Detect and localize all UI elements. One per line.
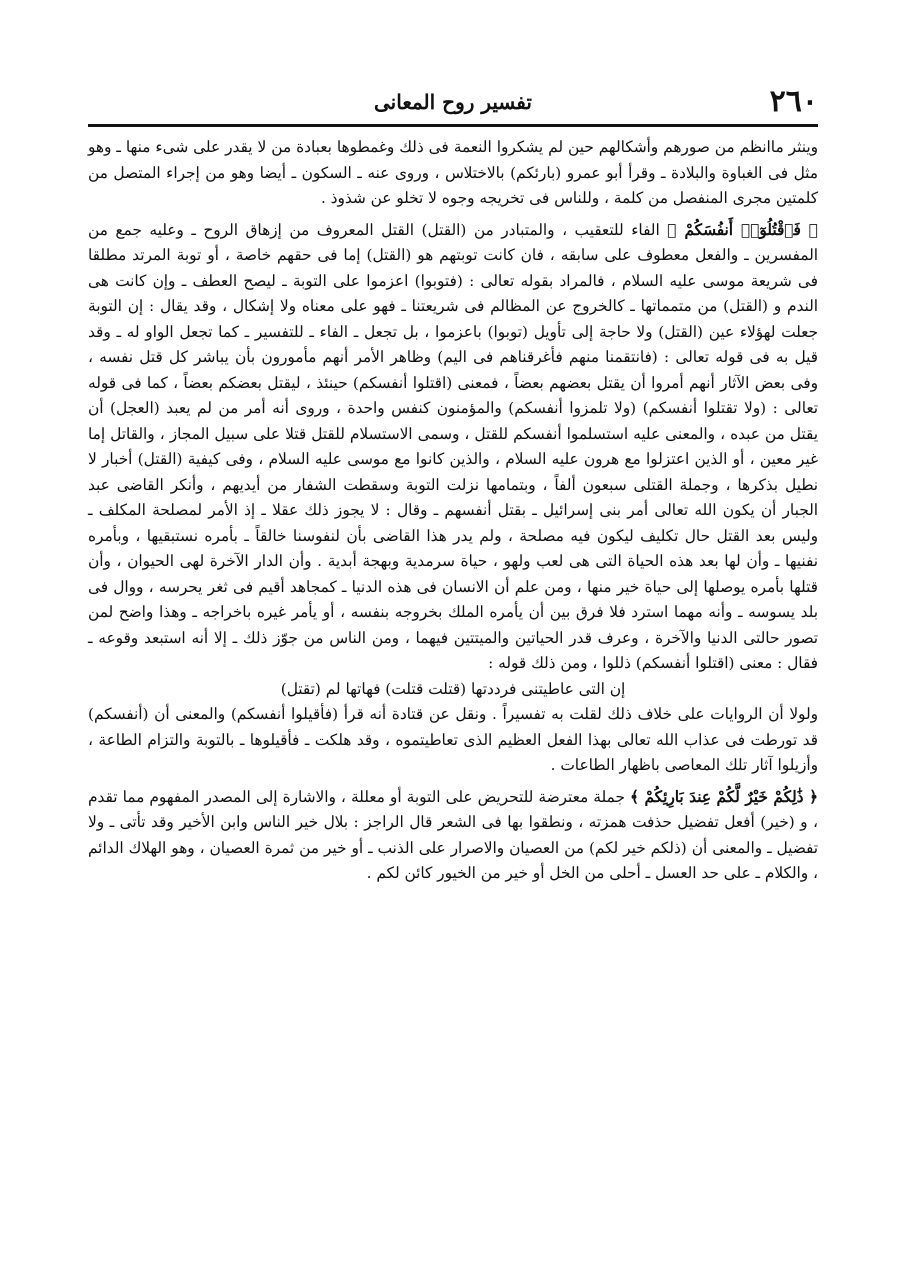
quran-verse-dhalikum: ﴿ ذَٰلِكُمْ خَيْرٌ لَّكُمْ عِندَ بَارِئِكُمْ ﴾ xyxy=(629,787,818,806)
paragraph-3-text: ولولا أن الروايات على خلاف ذلك لقلت به تفسيراً . ونقل عن قتادة أنه قرأ (فأقيلوا أنفسكم) والمعنى أن (أنفسكم) قد تورطت فى عذاب الله تعالى بهذا الفعل العظيم الذى تعاطيتموه ، وقد هلكت ـ فأقيلوها ـ بالتوبة والتزام الطاعة ، وأزيلوا آثار تلك المعاصى باظهار الطاعات . xyxy=(88,705,818,774)
poetry-verse xyxy=(88,677,818,703)
running-title: تفسير روح المعانى xyxy=(374,90,532,114)
paragraph-4 xyxy=(88,785,818,887)
poetry-verse-text: إن التى عاطيتنى فرددتها (قتلت قتلت) فهاتها لم (تقتل) xyxy=(280,679,626,698)
page-header xyxy=(88,82,818,127)
paragraph-4-text: جملة معترضة للتحريض على التوبة أو معللة ، والاشارة إلى المصدر المفهوم مما تقدم ، و (خير) أفعل تفضيل حذفت همزته ، ونطقوا بها فى الشعر قال الراجز : بلال خير الناس وابن الأخير وقد تأتى ـ ولا تفضيل ـ والمعنى أن (ذلكم خير لكم) من العصيان والاصرار على الذنب ـ أو خير من ثمرة العصيان ، وهو الهلاك الدائم ، والكلام ـ على حد العسل ـ أحلى من الخل أو خير من الخيور كائن لكم . xyxy=(88,787,818,882)
paragraph-2 xyxy=(88,218,818,677)
page-number: ٢٦٠ xyxy=(769,84,818,119)
paragraph-3 xyxy=(88,702,818,779)
book-page xyxy=(88,82,818,1222)
paragraph-1 xyxy=(88,135,818,212)
quran-verse-fa-qtulu: ﴿ فَٱقْتُلُوٓا۟ أَنفُسَكُمْ ﴾ xyxy=(667,220,818,239)
paragraph-2-text: الفاء للتعقيب ، والمتبادر من (القتل) القتل المعروف من إزهاق الروح ـ وعليه جمع من المفسرين ـ والفعل معطوف على سابقه ، فان كانت توبتهم هو (القتل) إما فى حقهم خاصة ، أو توبة المرتد مطلقا فى شريعة موسى عليه السلام ، فالمراد بقوله تعالى : (فتوبوا) اعزموا على التوبة ـ ليصح العطف ـ وإن كانت هى الندم و (القتل) من متمماتها ـ كالخروج عن المظالم فى شريعتنا ـ فهو على معناه ولا إشكال ، وقد يقال : إن التوبة جعلت لهؤلاء عين (القتل) ولا حاجة إلى تأويل (توبوا) باعزموا ، بل تجعل ـ الفاء ـ للتفسير ـ كما تجعل الواو له ـ وقد قيل به فى قوله تعالى : (فانتقمنا منهم فأغرقناهم فى اليم) وظاهر الأمر أنهم مأمورون بأن يباشر كل قتل نفسه ، وفى بعض الآثار أنهم أمروا أن يقتل بعضهم بعضاً ، فمعنى (اقتلوا أنفسكم) حينئذ ، ليقتل بعضكم بعضاً ، كما فى قوله تعالى : (ولا تقتلوا أنفسكم) (ولا تلمزوا أنفسكم) والمؤمنون كنفس واحدة ، وروى أنه أمر من لم يعبد (العجل) أن يقتل من عبده ، والمعنى عليه استسلموا أنفسكم للقتل ، وسمى الاستسلام للقتل قتلا على سبيل المجاز ، والقاتل إما غير معين ، أو الذين اعتزلوا مع هرون عليه السلام ، والذين كانوا مع موسى عليه السلام ، وفى كيفية (القتل) أخبار لا نطيل بذكرها ، وجملة القتلى سبعون ألفاً ، وبتمامها نزلت التوبة وسقطت الشفار من أيديهم ، وأنكر القاضى عبد الجبار أن يكون الله تعالى أمر بنى إسرائيل ـ بقتل أنفسهم ـ وقال : لا يجوز ذلك عقلا ـ إذ الأمر لمصلحة المكلف ـ وليس بعد القتل حال تكليف ليكون فيه مصلحة ، ولم يدر هذا القاضى بأن لنفوسنا خالقاً ـ بأمره نستبقيها ، وبأمره نفنيها ـ وأن لها بعد هذه الحياة التى هى لعب ولهو ، حياة سرمدية وبهجة أبدية . وأن الدار الآخرة لهى الحيوان ، وأن قتلها بأمره يوصلها إلى حياة خير منها ، ومن علم أن الانسان فى هذه الدنيا ـ كمجاهد أقيم فى ثغر يحرسه ، ووال فى بلد يسوسه ـ وأنه مهما استرد فلا فرق بين أن يأمره الملك بخروجه بنفسه ، أو يأمر غيره باخراجه ـ وهذا واضح لمن تصور حالتى الدنيا والآخرة ، وعرف قدر الحياتين والميتتين فيهما ، ومن الناس من جوّز ذلك ـ إلا أنه استبعد وقوعه ـ فقال : معنى (اقتلوا أنفسكم) ذللوا ، ومن ذلك قوله : xyxy=(88,220,818,672)
paragraph-1-text: وينثر ماانظم من صورهم وأشكالهم حين لم يشكروا النعمة فى ذلك وغمطوها بعبادة من لا يقدر على شىء منها ـ وهو مثل فى الغباوة والبلادة ـ وقرأ أبو عمرو (بارئكم) بالاختلاس ، وروى عنه ـ السكون ـ أيضا وهو من إجراء المتصل من كلمتين مجرى المنفصل من كلمة ، وللناس فى تخريجه وجوه لا تخلو عن شذوذ . xyxy=(88,138,818,207)
commentary-body xyxy=(88,135,818,887)
